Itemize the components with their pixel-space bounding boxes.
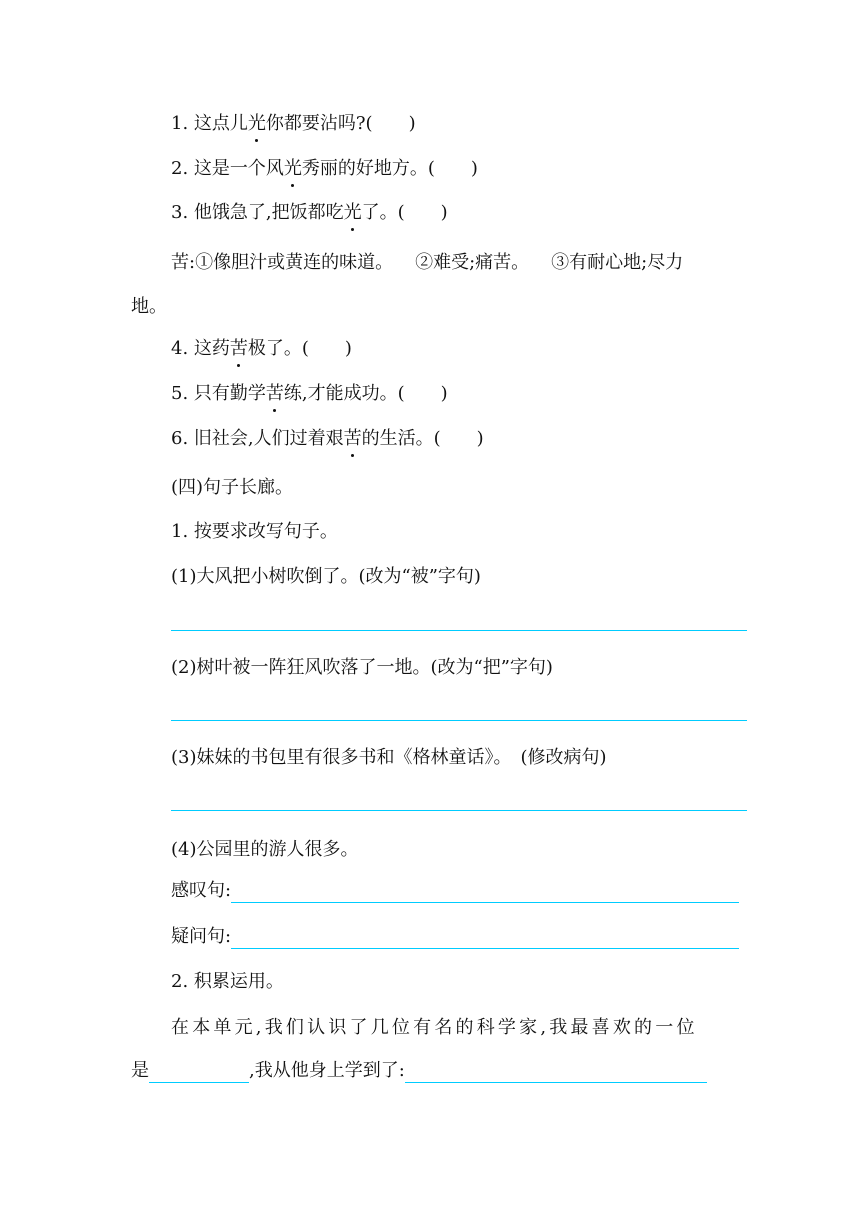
task-1-heading: 1. 按要求改写句子。 <box>171 521 338 542</box>
ku-def-1: 苦:①像胆汁或黄连的味道。 <box>171 252 394 273</box>
ku-def-3: ③有耐心地;尽力 <box>551 252 684 273</box>
q3-dotted-char: 光 <box>343 202 362 223</box>
q1-dotted-char: 光 <box>247 113 266 134</box>
accumulation-line-1: 在本单元,我们认识了几位有名的科学家,我最喜欢的一位 <box>171 1017 698 1038</box>
q3-text-pre: 3. 他饿急了,把饭都吃 <box>171 202 344 223</box>
q5-text-pre: 5. 只有勤学 <box>171 383 266 404</box>
exclamatory-answer-line[interactable] <box>231 880 739 903</box>
question-2 <box>171 157 478 181</box>
q2-text-pre: 2. 这是一个风 <box>171 158 284 179</box>
q6-dotted-char: 苦 <box>343 428 362 449</box>
q1-text-post: 你都要沾吗?( ) <box>265 113 416 134</box>
q4-text-post: 极了。( ) <box>247 338 352 359</box>
q6-text-pre: 6. 旧社会,人们过着艰 <box>171 428 344 449</box>
q2-text-post: 秀丽的好地方。( ) <box>301 158 478 179</box>
question-label: 疑问句: <box>171 926 232 947</box>
ku-def-2: ②难受;痛苦。 <box>415 252 530 273</box>
ku-definition-cont: 地。 <box>131 296 167 317</box>
q4-text-pre: 4. 这药 <box>171 338 230 359</box>
q4-dotted-char: 苦 <box>229 338 248 359</box>
q1-text-pre: 1. 这点儿 <box>171 113 248 134</box>
sentence-4: (4)公园里的游人很多。 <box>171 839 359 860</box>
question-answer-line[interactable] <box>231 926 739 949</box>
accumulation-line-2 <box>131 1059 707 1083</box>
question-4 <box>171 337 352 361</box>
accum-text-learned: ,我从他身上学到了: <box>249 1060 405 1081</box>
scientist-answer-line[interactable] <box>149 1060 249 1083</box>
learned-answer-line[interactable] <box>405 1060 707 1083</box>
answer-line-2[interactable] <box>171 720 747 721</box>
answer-line-3[interactable] <box>171 810 747 811</box>
question-1 <box>171 112 416 136</box>
ku-definition <box>171 251 683 275</box>
answer-line-1[interactable] <box>171 630 747 631</box>
q3-text-post: 了。( ) <box>361 202 448 223</box>
q5-text-post: 练,才能成功。( ) <box>283 383 448 404</box>
q6-text-post: 的生活。( ) <box>361 428 484 449</box>
q2-dotted-char: 光 <box>283 158 302 179</box>
exclamatory-row <box>171 879 739 903</box>
question-row <box>171 925 739 949</box>
task-2-heading: 2. 积累运用。 <box>171 971 284 992</box>
sentence-2: (2)树叶被一阵狂风吹落了一地。(改为“把”字句) <box>171 657 553 678</box>
section-4-heading: (四)句子长廊。 <box>171 477 294 498</box>
sentence-3: (3)妹妹的书包里有很多书和《格林童话》。 (修改病句) <box>171 747 607 768</box>
sentence-1: (1)大风把小树吹倒了。(改为“被”字句) <box>171 566 481 587</box>
question-5 <box>171 382 448 406</box>
q5-dotted-char: 苦 <box>265 383 284 404</box>
exclamatory-label: 感叹句: <box>171 880 232 901</box>
question-6 <box>171 427 484 451</box>
accum-text-shi: 是 <box>131 1060 149 1081</box>
question-3 <box>171 201 448 225</box>
